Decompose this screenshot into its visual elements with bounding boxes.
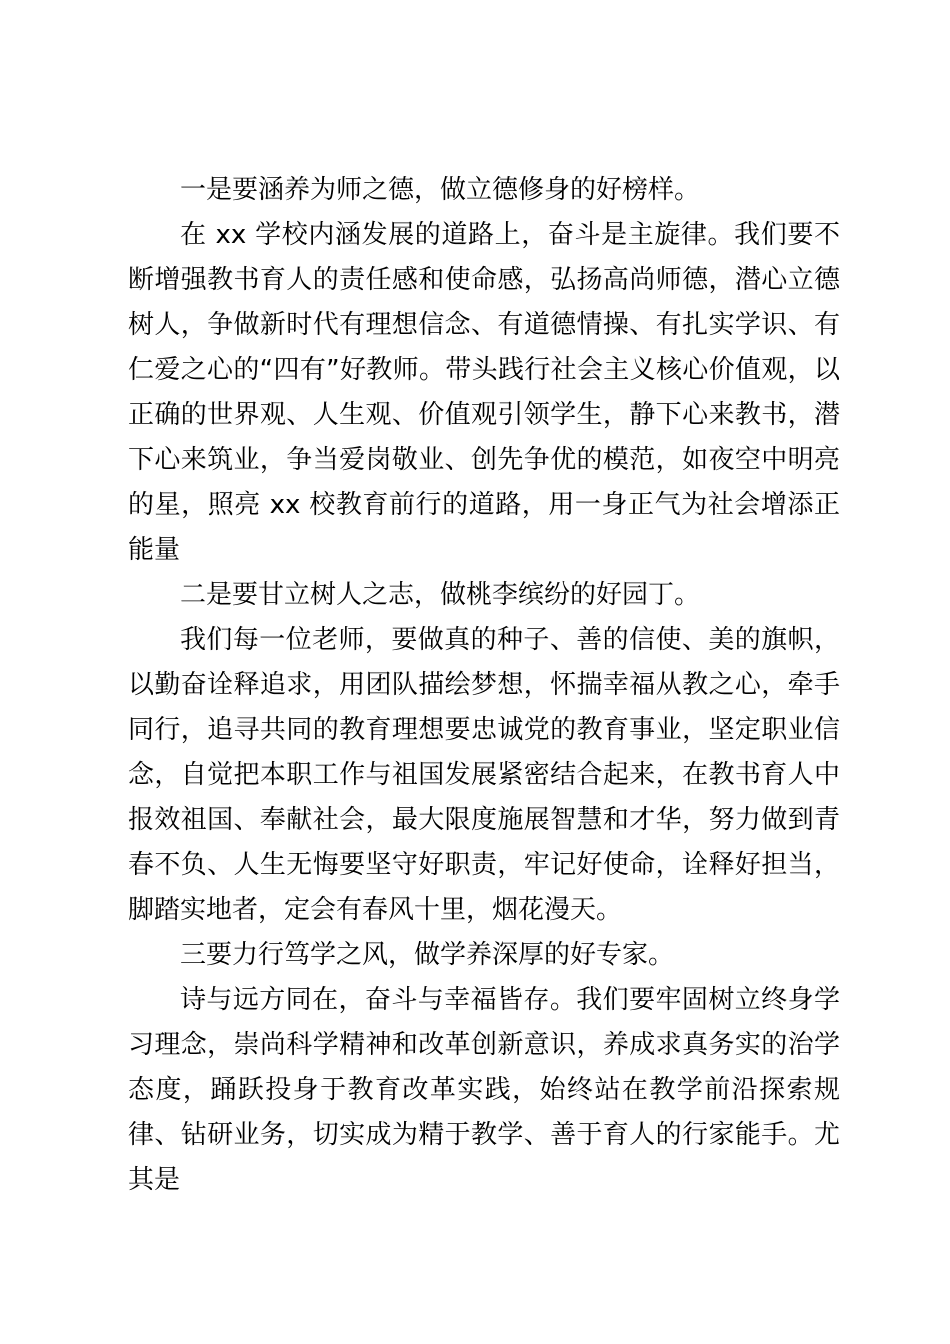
heading-first-point: 一是要涵养为师之德，做立德修身的好榜样。: [180, 175, 701, 205]
paragraph-first-point: 在 xx 学校内涵发展的道路上，奋斗是主旋律。我们要不断增强教书育人的责任感和使命感，弘扬高尚师德，潜心立德树人，争做新时代有理想信念、有道德情操、有扎实学识、有仁爱之心的“四有”好教师。带头践行社会主义核心价值观，以正确的世界观、人生观、价值观引领学生，静下心来教书，潜下心来筑业，争当爱岗敬业、创先争优的模范，如夜空中明亮的星，照亮 xx 校教育前行的道路，用一身正气为社会增添正能量: [128, 220, 840, 565]
document-body: [128, 168, 840, 1203]
heading-third-point: 三要力行笃学之风，做学养深厚的好专家。: [180, 940, 675, 970]
paragraph-second-point: 我们每一位老师，要做真的种子、善的信使、美的旗帜，以勤奋诠释追求，用团队描绘梦想，怀揣幸福从教之心，牵手同行，追寻共同的教育理想要忠诚党的教育事业，坚定职业信念，自觉把本职工作与祖国发展紧密结合起来，在教书育人中报效祖国、奉献社会，最大限度施展智慧和才华，努力做到青春不负、人生无悔要坚守好职责，牢记好使命，诠释好担当，脚踏实地者，定会有春风十里，烟花漫天。: [128, 625, 840, 925]
paragraph-third-point: 诗与远方同在，奋斗与幸福皆存。我们要牢固树立终身学习理念，崇尚科学精神和改革创新意识，养成求真务实的治学态度，踊跃投身于教育改革实践，始终站在教学前沿探索规律、钻研业务，切实成为精于教学、善于育人的行家能手。尤其是: [128, 985, 840, 1195]
heading-second-point: 二是要甘立树人之志，做桃李缤纷的好园丁。: [180, 580, 701, 610]
